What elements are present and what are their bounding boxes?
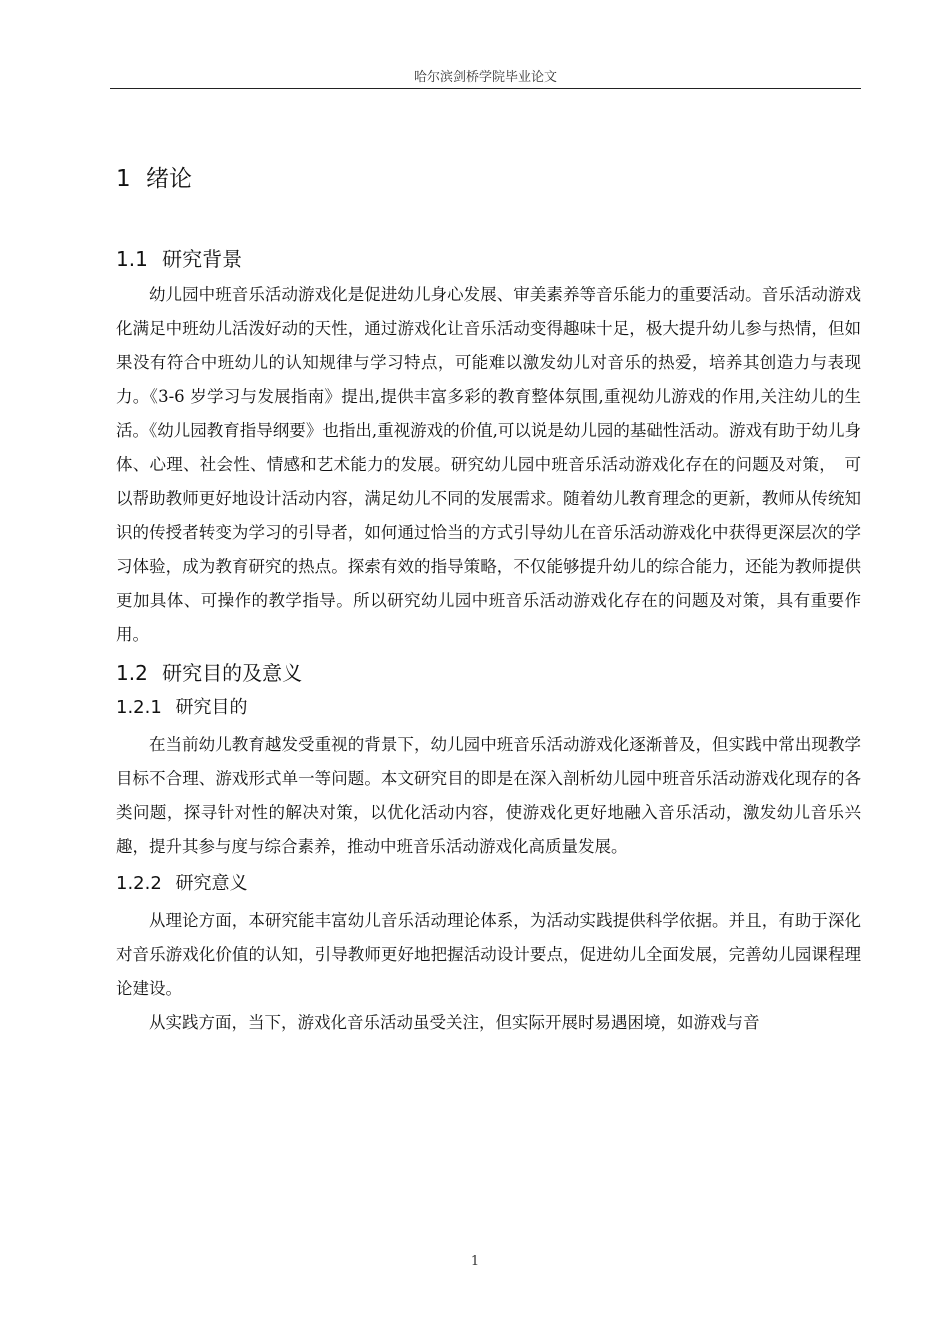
paragraph-significance-practice: 从实践方面，当下，游戏化音乐活动虽受关注，但实际开展时易遇困境，如游戏与音 <box>149 1013 760 1032</box>
paragraph-background: 幼儿园中班音乐活动游戏化是促进幼儿身心发展、审美素养等音乐能力的重要活动。音乐活动游戏化满足中班幼儿活泼好动的天性，通过游戏化让音乐活动变得趣味十足，极大提升幼儿参与热情，但如果没有符合中班幼儿的认知规律与学习特点，可能难以激发幼儿对音乐的热爱，培养其创造力与表现力。《3-6 岁学习与发展指南》提出,提供丰富多彩的教育整体氛围,重视幼儿游戏的作用,关注幼儿的生活。《幼儿园教育指导纲要》也指出,重视游戏的价值,可以说是幼儿园的基础性活动。游戏有助于幼儿身体、心理、社会性、情感和艺术能力的发展。研究幼儿园中班音乐活动游戏化存在的问题及对策， 可以帮助教师更好地设计活动内容，满足幼儿不同的发展需求。随着幼儿教育理念的更新，教师从传统知识的传授者转变为学习的引导者，如何通过恰当的方式引导幼儿在音乐活动游戏化中获得更深层次的学习体验，成为教育研究的热点。探索有效的指导策略，不仅能够提升幼儿的综合能力，还能为教师提供更加具体、可操作的教学指导。所以研究幼儿园中班音乐活动游戏化存在的问题及对策，具有重要作用。 <box>116 285 861 644</box>
subsection-number: 1.2.2 <box>116 873 162 894</box>
section-heading-background <box>116 242 861 276</box>
chapter-title: 绪论 <box>145 166 192 192</box>
subsection-number: 1.2.1 <box>116 697 162 718</box>
subsection-title: 研究意义 <box>175 873 248 894</box>
section-number: 1.1 <box>116 247 148 271</box>
chapter-heading <box>116 160 861 198</box>
page-content <box>116 160 861 1040</box>
section-title: 研究目的及意义 <box>162 661 303 685</box>
page-number: 1 <box>470 1254 480 1269</box>
subsection-heading-purpose <box>116 692 861 724</box>
paragraph-purpose: 在当前幼儿教育越发受重视的背景下，幼儿园中班音乐活动游戏化逐渐普及，但实践中常出现教学目标不合理、游戏形式单一等问题。本文研究目的即是在深入剖析幼儿园中班音乐活动游戏化现存的各类问题，探寻针对性的解决对策，以优化活动内容，使游戏化更好地融入音乐活动，激发幼儿音乐兴趣，提升其参与度与综合素养，推动中班音乐活动游戏化高质量发展。 <box>116 735 861 856</box>
section-title: 研究背景 <box>162 247 243 271</box>
section-number: 1.2 <box>116 661 148 685</box>
section-heading-purpose-significance <box>116 656 861 690</box>
chapter-number: 1 <box>116 166 131 192</box>
subsection-heading-significance <box>116 868 861 900</box>
header-rule <box>110 88 861 89</box>
paragraph-significance-theory: 从理论方面，本研究能丰富幼儿音乐活动理论体系，为活动实践提供科学依据。并且，有助于深化对音乐游戏化价值的认知，引导教师更好地把握活动设计要点，促进幼儿全面发展，完善幼儿园课程理论建设。 <box>116 911 861 998</box>
subsection-title: 研究目的 <box>175 697 248 718</box>
running-header: 哈尔滨剑桥学院毕业论文 <box>413 70 557 85</box>
